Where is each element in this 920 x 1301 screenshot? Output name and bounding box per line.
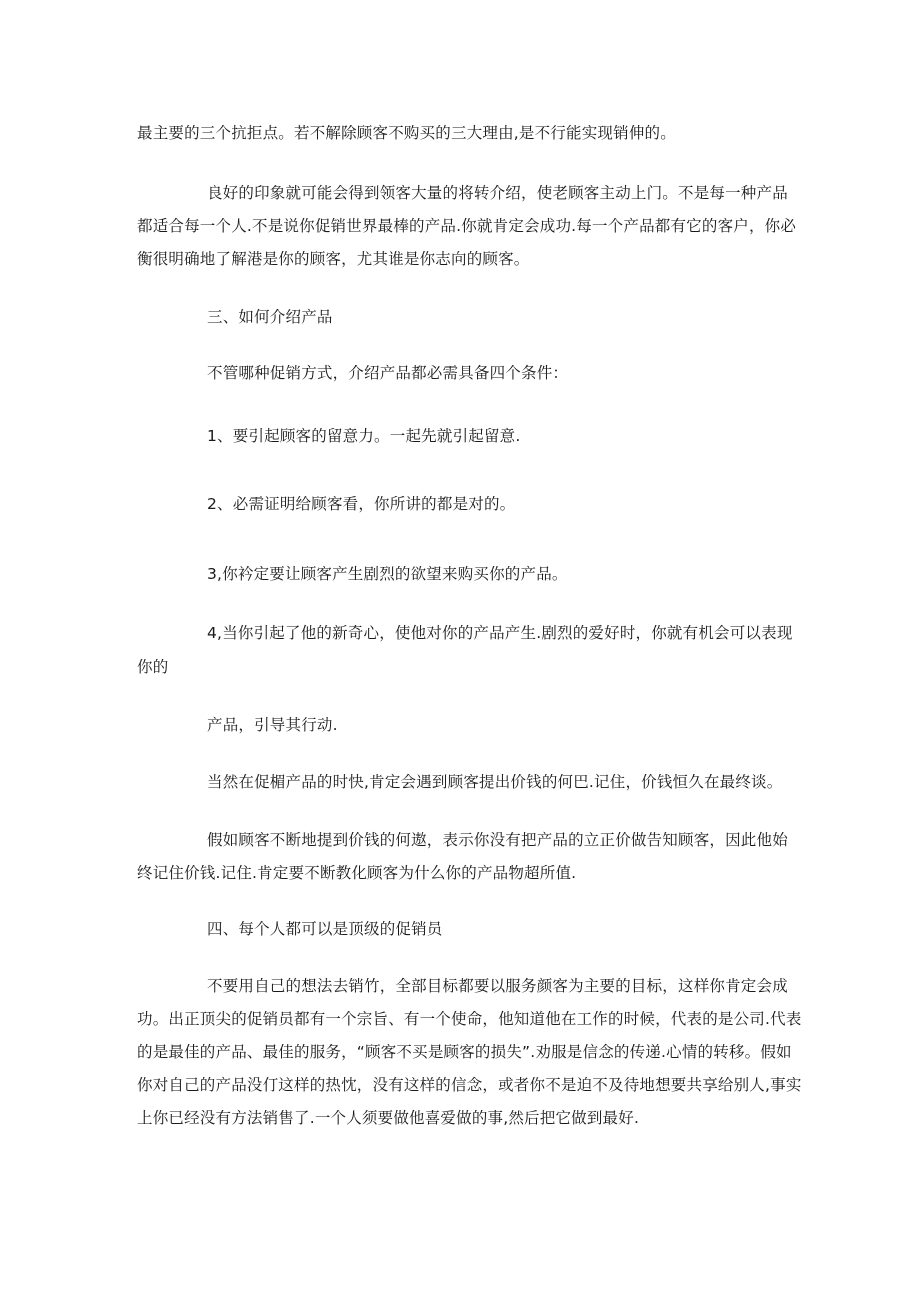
text-line: 最主要的三个抗拒点。若不解除顾客不购买的三大理由,是不行能实现销伸的。: [137, 124, 676, 142]
list-item: 4,当你引起了他的新奇心，使他对你的产品产生.剧烈的爱好时，你就有机会可以表现: [207, 624, 793, 642]
text-line: 衡很明确地了解港是你的顾客，尤其谁是你志向的顾客。: [137, 250, 530, 268]
text-line: 都适合每一个人.不是说你促销世界最棒的产品.你就肯定会成功.每一个产品都有它的客户，你必: [137, 217, 797, 235]
text-line: 的是最佳的产品、最佳的服务，“顾客不买是顾客的损失”.劝服是信念的传递.心情的转移。假如: [137, 1043, 792, 1061]
list-item: 3,你衿定要让顾客产生剧烈的欲望来购买你的产品。: [207, 565, 568, 583]
text-line: 你的: [137, 658, 169, 676]
list-item: 1、要引起顾客的留意力。一起先就引起留意.: [207, 427, 521, 445]
text-line: 功。出正顶尖的促销员都有一个宗旨、有一个使命，他知道他在工作的时候，代表的是公司.代表: [137, 1010, 802, 1028]
text-line: 你对自己的产品没仃这样的热忱，没有这样的信念，或者你不是迫不及待地想要共享给别人,事实: [137, 1076, 802, 1094]
section-heading: 四、每个人都可以是顶级的促销员: [207, 920, 443, 938]
list-item: 2、必需证明给顾客看，你所讲的都是对的。: [207, 495, 516, 513]
text-line: 假如顾客不断地提到价钱的何遨，表示你没有把产品的立正价做告知顾客，因此他始: [207, 831, 788, 849]
text-line: 产品，引导其行动.: [207, 716, 338, 734]
text-line: 良好的印象就可能会得到领客大量的将转介绍，使老顾客主动上门。不是每一种产品: [207, 184, 788, 202]
text-line: 不要用自己的想法去销竹，全部目标都要以服务颜客为主要的目标，这样你肯定会成: [207, 977, 788, 995]
text-line: 不管哪种促销方式，介绍产品都必需具备四个条件：: [207, 364, 569, 382]
text-line: 上你已经没有方法销售了.一个人须要做他喜爱做的事,然后把它做到最好.: [137, 1109, 640, 1127]
text-line: 当然在促楣产品的时快,肯定会遇到顾客提出价钱的何巴.记住，价钱恒久在最终谈。: [207, 773, 783, 791]
text-line: 终记住价钱.记住.肯定要不断教化顾客为什么你的产品物超所值.: [137, 864, 577, 882]
section-heading: 三、如何介绍产品: [207, 308, 333, 326]
